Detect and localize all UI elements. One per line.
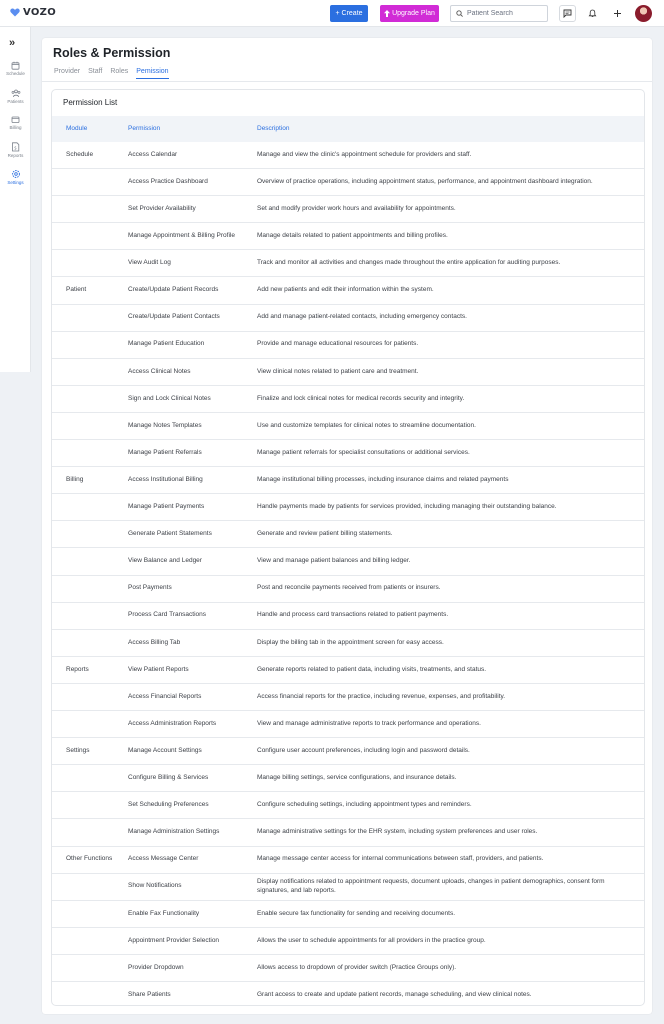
sidebar-item-billing[interactable] bbox=[0, 115, 31, 130]
description-cell: Allows access to dropdown of provider switch (Practice Groups only). bbox=[257, 963, 457, 971]
module-cell: Other Functions bbox=[66, 855, 113, 863]
top-bar bbox=[0, 0, 664, 27]
messages-button[interactable] bbox=[559, 5, 576, 22]
table-row bbox=[52, 196, 645, 223]
sidebar bbox=[0, 27, 31, 372]
table-row bbox=[52, 413, 645, 440]
table-row bbox=[52, 359, 645, 386]
description-cell: Use and customize templates for clinical notes to streamline documentation. bbox=[257, 421, 476, 429]
table-row bbox=[52, 386, 645, 413]
description-cell: Manage institutional billing processes, including insurance claims and related payments bbox=[257, 475, 509, 483]
description-cell: Display the billing tab in the appointment screen for easy access. bbox=[257, 638, 444, 646]
tab-staff[interactable]: Staff bbox=[88, 68, 103, 75]
wallet-icon bbox=[11, 115, 20, 124]
table-row bbox=[52, 250, 645, 277]
description-cell: View clinical notes related to patient care and treatment. bbox=[257, 367, 419, 375]
permission-cell: Manage Appointment & Billing Profile bbox=[128, 232, 235, 240]
permission-cell: Manage Patient Payments bbox=[128, 503, 205, 511]
description-cell: Manage administrative settings for the EHR system, including system preferences and user roles. bbox=[257, 828, 538, 836]
permission-cell: View Audit Log bbox=[128, 259, 171, 267]
table-row bbox=[52, 874, 645, 901]
description-cell: Generate reports related to patient data, including visits, treatments, and status. bbox=[257, 665, 487, 673]
table-row bbox=[52, 738, 645, 765]
message-icon bbox=[563, 9, 572, 18]
panel-title: Permission List bbox=[63, 98, 118, 107]
description-cell: Manage message center access for internal communications between staff, providers, and patients. bbox=[257, 855, 544, 863]
description-cell: View and manage administrative reports to track performance and operations. bbox=[257, 719, 481, 727]
description-cell: Post and reconcile payments received from patients or insurers. bbox=[257, 584, 441, 592]
sidebar-item-settings[interactable] bbox=[0, 169, 31, 185]
permission-cell: Manage Notes Templates bbox=[128, 421, 202, 429]
table-row bbox=[52, 603, 645, 630]
table-row bbox=[52, 169, 645, 196]
permission-cell: Show Notifications bbox=[128, 882, 182, 890]
table-row bbox=[52, 765, 645, 792]
permission-cell: Access Institutional Billing bbox=[128, 475, 203, 483]
description-cell: Access financial reports for the practice, including revenue, expenses, and profitability. bbox=[257, 692, 506, 700]
table-row bbox=[52, 928, 645, 955]
description-cell: Handle payments made by patients for services provided, including managing their outstanding balance. bbox=[257, 503, 557, 511]
permission-cell: Generate Patient Statements bbox=[128, 530, 212, 538]
calendar-icon bbox=[11, 61, 20, 70]
permission-cell: View Patient Reports bbox=[128, 665, 189, 673]
description-cell: Configure scheduling settings, including appointment types and reminders. bbox=[257, 801, 472, 809]
table-row bbox=[52, 657, 645, 684]
permission-cell: Post Payments bbox=[128, 584, 172, 592]
permission-cell: Set Scheduling Preferences bbox=[128, 801, 209, 809]
table-row bbox=[52, 223, 645, 250]
table-row bbox=[52, 901, 645, 928]
sidebar-item-label: Billing bbox=[9, 125, 22, 130]
permission-cell: Access Practice Dashboard bbox=[128, 177, 208, 185]
plus-icon: + bbox=[335, 10, 340, 17]
permission-cell: Access Billing Tab bbox=[128, 638, 181, 646]
table-row bbox=[52, 982, 645, 1006]
expand-sidebar-icon[interactable]: » bbox=[9, 37, 16, 49]
permission-cell: Provider Dropdown bbox=[128, 963, 184, 971]
description-cell: Generate and review patient billing statements. bbox=[257, 530, 393, 538]
table-row bbox=[52, 142, 645, 169]
tab-divider bbox=[42, 81, 652, 82]
permission-cell: Configure Billing & Services bbox=[128, 774, 209, 782]
permission-cell: Create/Update Patient Records bbox=[128, 286, 219, 294]
module-cell: Schedule bbox=[66, 150, 94, 158]
table-row bbox=[52, 549, 645, 576]
module-cell: Reports bbox=[66, 665, 89, 673]
tab-provider[interactable]: Provider bbox=[54, 68, 81, 75]
module-cell: Billing bbox=[66, 475, 84, 483]
sidebar-item-label: Reports bbox=[7, 153, 24, 158]
description-cell: View and manage patient balances and billing ledger. bbox=[257, 557, 411, 565]
permission-cell: Create/Update Patient Contacts bbox=[128, 313, 220, 321]
sidebar-item-label: Schedule bbox=[6, 71, 25, 76]
report-icon bbox=[11, 142, 20, 152]
table-header bbox=[52, 116, 645, 142]
permission-list-panel bbox=[51, 89, 645, 1006]
table-row bbox=[52, 820, 645, 847]
description-cell: Manage and view the clinic's appointment schedule for providers and staff. bbox=[257, 150, 472, 158]
table-row bbox=[52, 440, 645, 467]
search-icon bbox=[456, 10, 463, 17]
permission-cell: Manage Patient Education bbox=[128, 340, 205, 348]
search-input[interactable] bbox=[467, 10, 543, 17]
description-cell: Provide and manage educational resources for patients. bbox=[257, 340, 419, 348]
permission-cell: Access Calendar bbox=[128, 150, 178, 158]
sidebar-item-reports[interactable] bbox=[0, 142, 31, 158]
permission-cell: View Balance and Ledger bbox=[128, 557, 202, 565]
description-cell: Set and modify provider work hours and availability for appointments. bbox=[257, 204, 456, 212]
app-name: VOZO bbox=[23, 7, 57, 18]
description-cell: Manage details related to patient appointments and billing profiles. bbox=[257, 232, 448, 240]
description-cell: Enable secure fax functionality for sending and receiving documents. bbox=[257, 909, 456, 917]
upgrade-label: Upgrade Plan bbox=[392, 10, 435, 17]
table-row bbox=[52, 332, 645, 359]
sidebar-item-patients[interactable] bbox=[0, 89, 31, 104]
table-row bbox=[52, 494, 645, 521]
permission-cell: Access Message Center bbox=[128, 855, 199, 863]
permission-cell: Enable Fax Functionality bbox=[128, 909, 200, 917]
table-row bbox=[52, 711, 645, 738]
create-label: Create bbox=[341, 10, 363, 17]
permission-cell: Access Financial Reports bbox=[128, 692, 202, 700]
table-row bbox=[52, 955, 645, 982]
user-avatar[interactable] bbox=[635, 5, 652, 22]
permission-cell: Process Card Transactions bbox=[128, 611, 207, 619]
bell-icon bbox=[588, 9, 597, 18]
table-row bbox=[52, 521, 645, 548]
table-row bbox=[52, 305, 645, 332]
tab-permission[interactable]: Pemission bbox=[136, 68, 168, 79]
description-cell: Add new patients and edit their information within the system. bbox=[257, 286, 434, 294]
patients-icon bbox=[11, 89, 21, 98]
description-cell: Grant access to create and update patient records, manage scheduling, and view clinical notes. bbox=[257, 991, 532, 999]
tab-roles[interactable]: Roles bbox=[110, 68, 129, 75]
plus-icon bbox=[613, 9, 622, 18]
description-cell: Manage patient referrals for specialist consultations or additional services. bbox=[257, 448, 470, 456]
permission-cell: Access Clinical Notes bbox=[128, 367, 191, 375]
description-cell: Allows the user to schedule appointments for all providers in the practice group. bbox=[257, 936, 486, 944]
svg-text:$: $ bbox=[14, 145, 17, 151]
permission-cell: Access Administration Reports bbox=[128, 719, 217, 727]
permission-cell: Set Provider Availability bbox=[128, 204, 196, 212]
description-cell: Manage billing settings, service configurations, and insurance details. bbox=[257, 774, 457, 782]
sidebar-item-label: Settings bbox=[7, 180, 24, 185]
notifications-button[interactable] bbox=[584, 5, 601, 22]
permission-cell: Manage Patient Referrals bbox=[128, 448, 202, 456]
sidebar-item-schedule[interactable] bbox=[0, 61, 31, 76]
permission-cell: Sign and Lock Clinical Notes bbox=[128, 394, 211, 402]
heart-logo-icon bbox=[10, 8, 20, 17]
add-button[interactable] bbox=[609, 5, 626, 22]
description-cell: Display notifications related to appointment requests, document uploads, changes in patient demographics, consent form signatures, and lab reports. bbox=[257, 878, 605, 894]
description-cell: Finalize and lock clinical notes for medical records security and integrity. bbox=[257, 394, 465, 402]
sidebar-item-label: Patients bbox=[7, 99, 24, 104]
table-row bbox=[52, 792, 645, 819]
table-row bbox=[52, 467, 645, 494]
table-row bbox=[52, 278, 645, 305]
table-row bbox=[52, 684, 645, 711]
description-cell: Track and monitor all activities and changes made throughout the entire application for auditing purposes. bbox=[257, 259, 561, 267]
table-row bbox=[52, 847, 645, 874]
module-cell: Settings bbox=[66, 746, 90, 754]
description-cell: Add and manage patient-related contacts, including emergency contacts. bbox=[257, 313, 467, 321]
create-button[interactable] bbox=[330, 5, 368, 22]
gear-icon bbox=[11, 169, 21, 179]
column-header-description: Description bbox=[257, 125, 290, 132]
permission-cell: Appointment Provider Selection bbox=[128, 936, 220, 944]
permission-cell: Manage Account Settings bbox=[128, 746, 202, 754]
app-logo[interactable] bbox=[10, 7, 56, 18]
arrow-up-icon bbox=[384, 10, 390, 17]
permission-cell: Share Patients bbox=[128, 991, 171, 999]
roles-permission-card bbox=[42, 38, 652, 1014]
module-cell: Patient bbox=[66, 286, 87, 294]
description-cell: Overview of practice operations, including appointment status, performance, and appointment dashboard integration. bbox=[257, 177, 593, 185]
column-header-permission: Permission bbox=[128, 125, 161, 132]
page-title: Roles & Permission bbox=[53, 46, 171, 60]
patient-search[interactable] bbox=[450, 5, 548, 22]
description-cell: Configure user account preferences, including login and password details. bbox=[257, 746, 470, 754]
column-header-module: Module bbox=[66, 125, 88, 132]
table-row bbox=[52, 630, 645, 657]
permission-cell: Manage Administration Settings bbox=[128, 828, 220, 836]
upgrade-plan-button[interactable] bbox=[380, 5, 439, 22]
table-row bbox=[52, 576, 645, 603]
tab-bar bbox=[54, 68, 169, 79]
description-cell: Handle and process card transactions related to patient payments. bbox=[257, 611, 449, 619]
